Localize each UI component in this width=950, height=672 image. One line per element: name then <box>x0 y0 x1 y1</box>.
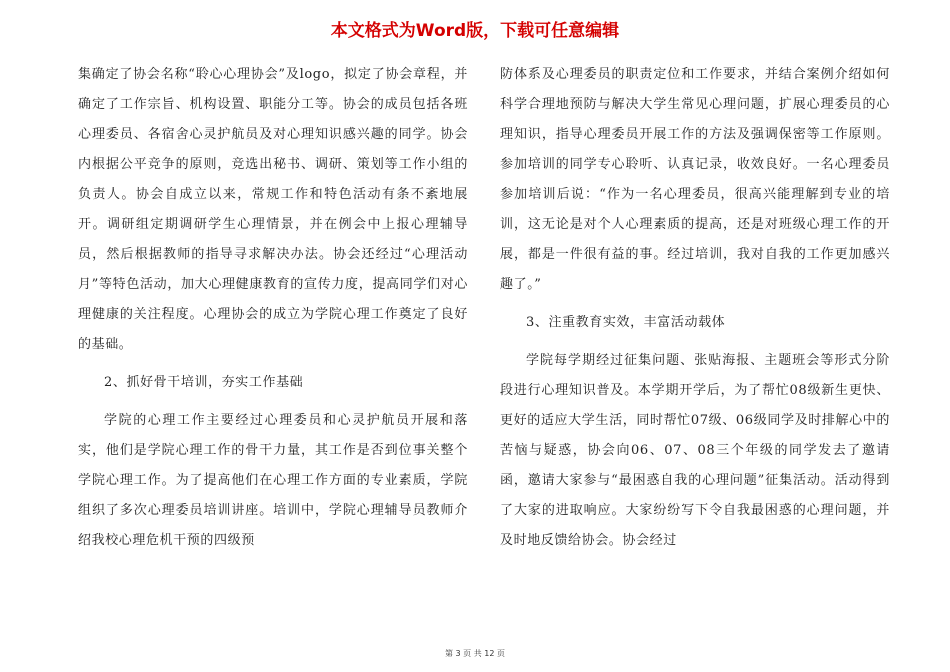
paragraph: 学院的心理工作主要经过心理委员和心灵护航员开展和落实，他们是学院心理工作的骨干力量，其工作是否到位事关整个学院心理工作。为了提高他们在心理工作方面的专业素质，学院组织了多次心理委员培训讲座。培训中，学院心理辅导员教师介绍我校心理危机干预的四级预 <box>78 413 468 548</box>
section-heading: 3、注重教育实效，丰富活动载体 <box>526 315 726 330</box>
right-column <box>500 60 890 556</box>
section-heading: 2、抓好骨干培训，夯实工作基础 <box>104 375 304 390</box>
paragraph: 集确定了协会名称“聆心心理协会”及logo，拟定了协会章程，并确定了工作宗旨、机构设置、职能分工等。协会的成员包括各班心理委员、各宿舍心灵护航员及对心理知识感兴趣的同学。协会内根据公平竞争的原则，竞选出秘书、调研、策划等工作小组的负责人。协会自成立以来，常规工作和特色活动有条不紊地展开。调研组定期调研学生心理情景，并在例会中上报心理辅导员，然后根据教师的指导寻求解决办法。协会还经过“心理活动月”等特色活动，加大心理健康教育的宣传力度，提高同学们对心理健康的关注程度。心理协会的成立为学院心理工作奠定了良好的基础。 <box>78 67 468 352</box>
left-column <box>78 60 468 556</box>
paragraph: 学院每学期经过征集问题、张贴海报、主题班会等形式分阶段进行心理知识普及。本学期开学后，为了帮忙08级新生更快、更好的适应大学生活，同时帮忙07级、06级同学及时排解心中的苦恼与疑惑，协会向06、07、08三个年级的同学发去了邀请函，邀请大家参与“最困惑自我的心理问题”征集活动。活动得到了大家的进取响应。大家纷纷写下令自我最困惑的心理问题，并及时地反馈给协会。协会经过 <box>500 353 890 548</box>
page-number: 第 3 页 共 12 页 <box>445 649 505 658</box>
paragraph: 防体系及心理委员的职责定位和工作要求，并结合案例介绍如何科学合理地预防与解决大学生常见心理问题，扩展心理委员的心理知识，指导心理委员开展工作的方法及强调保密等工作原则。参加培训的同学专心聆听、认真记录，收效良好。一名心理委员参加培训后说：“作为一名心理委员，很高兴能理解到专业的培训，这无论是对个人心理素质的提高，还是对班级心理工作的开展，都是一件很有益的事。经过培训，我对自我的工作更加感兴趣了。” <box>500 67 890 292</box>
word-format-banner: 本文格式为Word版，下载可任意编辑 <box>330 21 620 41</box>
